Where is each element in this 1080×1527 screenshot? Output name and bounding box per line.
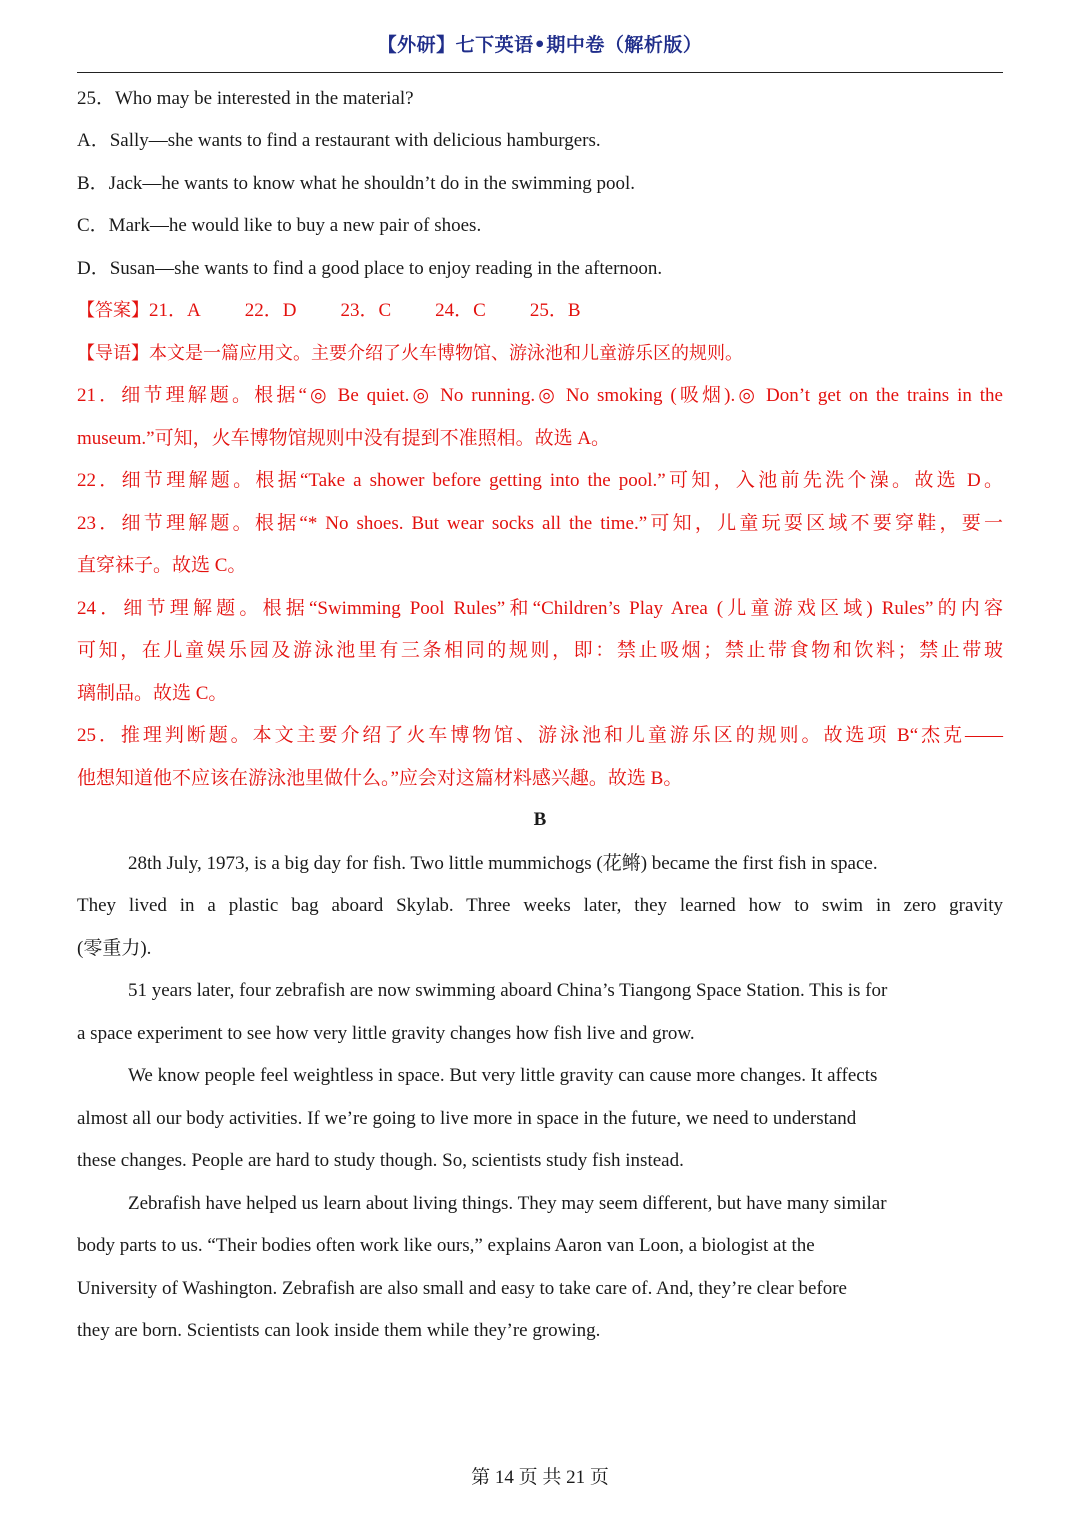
answer-item: 23．C: [340, 300, 392, 321]
header-divider: [77, 72, 1003, 73]
answer-item: 21．A: [149, 300, 201, 321]
passage-paragraph-3-line: We know people feel weightless in space. But very little gravity can cause more changes. It affects: [128, 1065, 878, 1086]
explanation-21-line: museum.”可知，火车博物馆规则中没有提到不准照相。故选 A。: [77, 428, 611, 449]
passage-paragraph-2-line: 51 years later, four zebrafish are now swimming aboard China’s Tiangong Space Station. This is for: [128, 980, 888, 1001]
answer-item: 24．C: [435, 300, 486, 321]
question-25-option-c: C．Mark—he would like to buy a new pair of shoes.: [77, 215, 482, 236]
passage-paragraph-4-line: Zebrafish have helped us learn about living things. They may seem different, but have many similar: [128, 1193, 887, 1214]
answer-item: 22．D: [244, 300, 297, 321]
passage-paragraph-4-line: body parts to us. “Their bodies often work like ours,” explains Aaron van Loon, a biologist at the: [77, 1235, 815, 1256]
passage-paragraph-1-line: 28th July, 1973, is a big day for fish. Two little mummichogs (花鳉) became the first fish in space.: [128, 853, 878, 874]
guide-text: 【导语】本文是一篇应用文。主要介绍了火车博物馆、游泳池和儿童游乐区的规则。: [77, 343, 743, 364]
question-25-option-b: B．Jack—he wants to know what he shouldn’t do in the swimming pool.: [77, 173, 635, 194]
explanation-23-line: 直穿袜子。故选 C。: [77, 555, 247, 576]
question-25-stem: 25．Who may be interested in the material?: [77, 88, 414, 109]
answer-item: 25．B: [529, 300, 581, 321]
page-header-title: 【外研】七下英语•期中卷（解析版）: [377, 34, 703, 56]
explanation-21-line: 21．细节理解题。根据“◎ Be quiet.◎ No running.◎ No smoking (吸烟).◎ Don’t get on the trains in the: [77, 385, 1003, 406]
answer-label: 【答案】: [77, 300, 149, 321]
explanation-24-line: 24．细节理解题。根据“Swimming Pool Rules”和“Children’s Play Area (儿童游戏区域) Rules”的内容: [77, 598, 1003, 619]
page-number-footer: 第 14 页 共 21 页: [471, 1467, 609, 1488]
explanation-24-line: 可知，在儿童娱乐园及游泳池里有三条相同的规则，即：禁止吸烟；禁止带食物和饮料；禁止带玻: [77, 640, 1003, 661]
passage-paragraph-2-line: a space experiment to see how very little gravity changes how fish live and grow.: [77, 1023, 695, 1044]
passage-paragraph-3-line: almost all our body activities. If we’re going to live more in space in the future, we need to understand: [77, 1108, 857, 1129]
explanation-25-line: 25．推理判断题。本文主要介绍了火车博物馆、游泳池和儿童游乐区的规则。故选项 B“杰克——: [77, 725, 1003, 746]
passage-paragraph-4-line: University of Washington. Zebrafish are also small and easy to take care of. And, they’re clear before: [77, 1278, 847, 1299]
question-25-option-d: D．Susan—she wants to find a good place to enjoy reading in the afternoon.: [77, 258, 663, 279]
explanation-24-line: 璃制品。故选 C。: [77, 683, 228, 704]
passage-paragraph-1-line: They lived in a plastic bag aboard Skylab. Three weeks later, they learned how to swim in zero gravity: [77, 895, 1003, 916]
explanation-22-line: 22．细节理解题。根据“Take a shower before getting into the pool.”可知，入池前先洗个澡。故选 D。: [77, 470, 1003, 491]
passage-paragraph-4-line: they are born. Scientists can look inside them while they’re growing.: [77, 1320, 601, 1341]
passage-paragraph-3-line: these changes. People are hard to study though. So, scientists study fish instead.: [77, 1150, 684, 1171]
explanation-23-line: 23．细节理解题。根据“* No shoes. But wear socks all the time.”可知，儿童玩耍区域不要穿鞋，要一: [77, 513, 1003, 534]
question-25-option-a: A．Sally—she wants to find a restaurant with delicious hamburgers.: [77, 130, 601, 151]
explanation-25-line: 他想知道他不应该在游泳池里做什么。”应会对这篇材料感兴趣。故选 B。: [77, 768, 683, 789]
section-heading: B: [533, 809, 547, 830]
answer-line: [77, 299, 581, 323]
passage-paragraph-1-line: (零重力).: [77, 938, 152, 959]
